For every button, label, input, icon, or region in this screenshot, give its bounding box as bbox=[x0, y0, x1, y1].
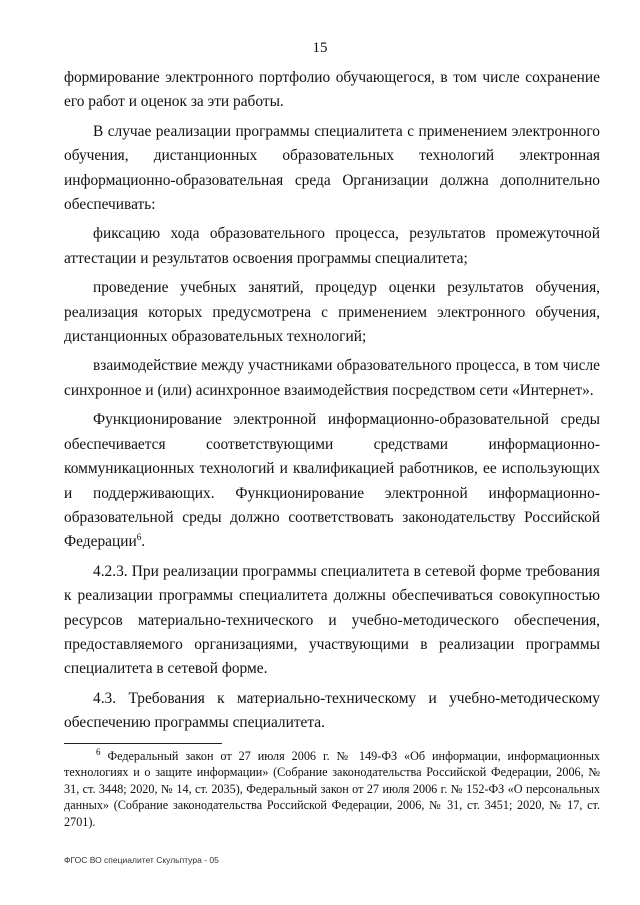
paragraph-functioning-text: Функционирование электронной информационно-образовательной среды обеспечивается соответствующими средствами информационно-коммуникационных технологий и квалификацией работников, ее использующих и поддерживающих. Функционирование электронной информационно-образовательной среды должно соответствовать законодательству Российской Федерации bbox=[64, 411, 600, 551]
footnote-separator bbox=[64, 743, 222, 744]
paragraph-functioning: Функционирование электронной информационно-образовательной среды обеспечивается соответствующими средствами информационно-коммуникационных технологий и квалификацией работников, ее использующих и поддерживающих. Функционирование электронной информационно-образовательной среды должно соответствовать законодательству Российской Федерации$^6$. bbox=[64, 411, 600, 551]
page-footer: ФГОС ВО специалитет Скульптура - 05 bbox=[64, 855, 219, 865]
footnote-reference: 6 bbox=[136, 532, 142, 543]
footnote-number: 6 bbox=[96, 746, 101, 757]
footnote-text: Федеральный закон от 27 июля 2006 г. № 149-ФЗ «Об информации, информационных технологиях и о защите информации» (Собрание законодательства Российской Федерации, 2006, № 31, ст. 3448; 2020, № 14, ст. 2035), Федеральный закон от 27 июля 2006 г. № 152-ФЗ «О персональных данных» (Собрание законодательства Российской Федерации, 2006, № 31, ст. 3451; 2020, № 17, ст. 2701). bbox=[64, 749, 600, 829]
paragraph-4-3: 4.3. Требования к материально-техническому и учебно-методическому обеспечению программы специалитета. bbox=[64, 689, 600, 732]
page-number: 15 bbox=[312, 40, 328, 56]
body-text bbox=[64, 66, 600, 741]
paragraph-conducting-classes: проведение учебных занятий, процедур оценки результатов обучения, реализация которых предусмотрена с применением электронного обучения, дистанционных образовательных технологий; bbox=[64, 279, 600, 346]
paragraph-e-learning-case: В случае реализации программы специалитета с применением электронного обучения, дистанционных образовательных технологий электронная информационно-образовательная среда Организации должна дополнительно обеспечивать: bbox=[64, 122, 600, 214]
footnote bbox=[64, 748, 600, 830]
paragraph-interaction: взаимодействие между участниками образовательного процесса, в том числе синхронное и (или) асинхронное взаимодействия посредством сети «Интернет». bbox=[64, 357, 600, 399]
paragraph-fixation: фиксацию хода образовательного процесса, результатов промежуточной аттестации и результатов освоения программы специалитета; bbox=[64, 225, 600, 267]
paragraph-4-2-3: 4.2.3. При реализации программы специалитета в сетевой форме требования к реализации программы специалитета должны обеспечиваться совокупностью ресурсов материально-технического и учебно-методического обеспечения, предоставляемого организациями, участвующими в реализации программы специалитета в сетевой форме. bbox=[64, 562, 600, 678]
footnote-paragraph bbox=[64, 748, 600, 830]
paragraph-portfolio-continuation: формирование электронного портфолио обучающегося, в том числе сохранение его работ и оценок за эти работы. bbox=[64, 69, 600, 111]
